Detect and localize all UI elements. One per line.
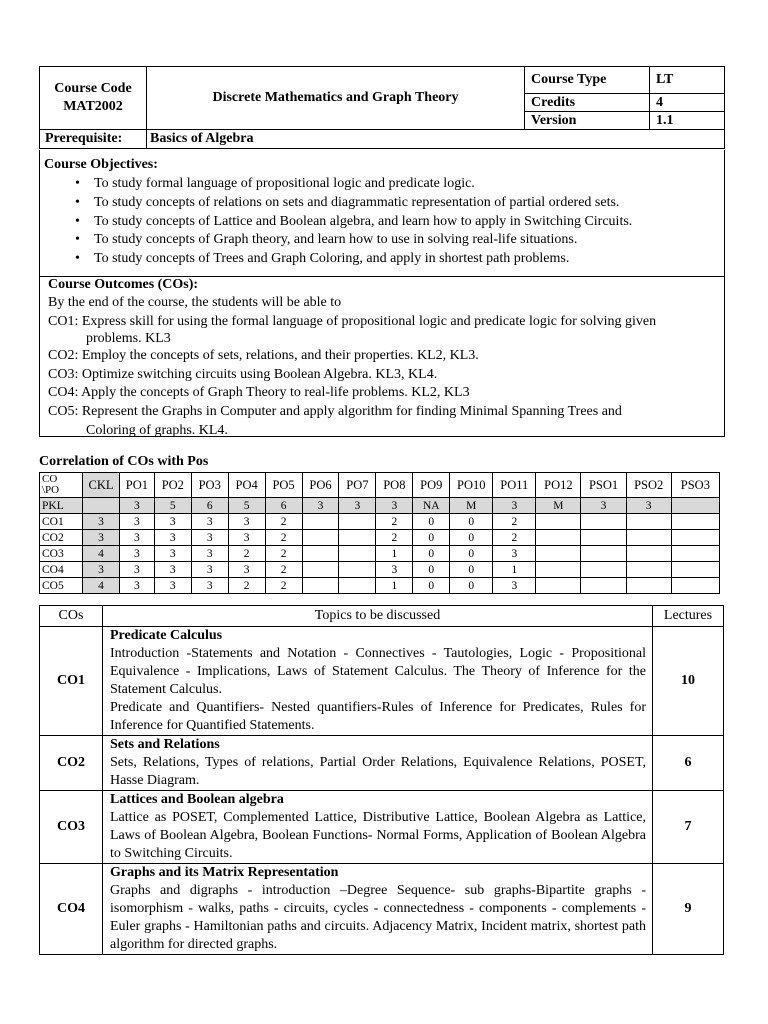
correlation-cell bbox=[581, 530, 626, 546]
correlation-cell: 6 bbox=[265, 498, 302, 514]
correlation-cell: 2 bbox=[265, 578, 302, 594]
column-header: PO10 bbox=[450, 473, 493, 498]
course-title: Discrete Mathematics and Graph Theory bbox=[147, 67, 525, 130]
correlation-cell: 3 bbox=[339, 498, 376, 514]
correlation-cell bbox=[626, 562, 671, 578]
correlation-cell bbox=[671, 498, 719, 514]
correlation-cell: 0 bbox=[413, 514, 450, 530]
row-label: CO1 bbox=[40, 514, 83, 530]
topic-text: Lattice as POSET, Complemented Lattice, Distributive Lattice, Boolean Algebra as Lattice, Laws of Boolean Algebra, Boolean Functions- Normal Forms, Application of Boolean Algebra to Switching Circuits. bbox=[110, 810, 646, 861]
credits-value: 4 bbox=[650, 94, 725, 112]
correlation-cell: 2 bbox=[265, 530, 302, 546]
correlation-cell: 3 bbox=[83, 514, 120, 530]
version-label: Version bbox=[525, 112, 650, 130]
correlation-cell bbox=[671, 546, 719, 562]
prerequisite-value: Basics of Algebra bbox=[147, 130, 725, 149]
column-header: PSO3 bbox=[671, 473, 719, 498]
co-row bbox=[40, 530, 720, 546]
objective-item: • To study concepts of Graph theory, and learn how to use in solving real-life situations. bbox=[94, 231, 632, 250]
correlation-cell: 2 bbox=[265, 514, 302, 530]
course-code-value: MAT2002 bbox=[63, 99, 123, 114]
correlation-cell: 0 bbox=[450, 578, 493, 594]
correlation-cell: 2 bbox=[228, 578, 265, 594]
correlation-cell: 4 bbox=[83, 578, 120, 594]
topic-lectures: 7 bbox=[653, 791, 724, 864]
topic-co: CO1 bbox=[40, 627, 103, 736]
topic-row bbox=[40, 791, 724, 864]
row-label: CO5 bbox=[40, 578, 83, 594]
cos-column-header: COs bbox=[40, 606, 103, 627]
correlation-cell: M bbox=[536, 498, 581, 514]
objectives-title: Course Objectives: bbox=[44, 157, 158, 172]
topic-row bbox=[40, 627, 724, 736]
column-header: PO4 bbox=[228, 473, 265, 498]
topic-co: CO2 bbox=[40, 736, 103, 791]
correlation-cell: 3 bbox=[119, 578, 154, 594]
column-header: PO9 bbox=[413, 473, 450, 498]
outcome-co5: CO5: Represent the Graphs in Computer and apply algorithm for finding Minimal Spanning Trees and bbox=[48, 403, 622, 419]
correlation-cell bbox=[626, 514, 671, 530]
correlation-cell bbox=[536, 562, 581, 578]
correlation-cell: 5 bbox=[154, 498, 191, 514]
course-header-table bbox=[39, 66, 725, 149]
correlation-cell: 5 bbox=[228, 498, 265, 514]
objective-item: • To study concepts of Trees and Graph Coloring, and apply in shortest path problems. bbox=[94, 250, 632, 269]
correlation-cell: 0 bbox=[413, 562, 450, 578]
correlation-cell: 2 bbox=[493, 530, 536, 546]
correlation-cell: 3 bbox=[376, 498, 413, 514]
column-header: PO5 bbox=[265, 473, 302, 498]
correlation-cell bbox=[339, 514, 376, 530]
topic-heading: Lattices and Boolean algebra bbox=[110, 792, 284, 807]
column-header: CKL bbox=[83, 473, 120, 498]
correlation-cell: 3 bbox=[493, 546, 536, 562]
topic-text: Introduction -Statements and Notation - Connectives - Tautologies, Logic - Propositional Equivalence - Implications, Laws of Statement Calculus. The Theory of Inference for the Statement Calculus. bbox=[110, 646, 646, 697]
outcome-co5-continued: Coloring of graphs. KL4. bbox=[86, 422, 228, 438]
correlation-cell bbox=[302, 514, 339, 530]
column-header: PO1 bbox=[119, 473, 154, 498]
correlation-cell bbox=[302, 546, 339, 562]
correlation-title: Correlation of COs with Pos bbox=[39, 454, 209, 469]
topic-co: CO3 bbox=[40, 791, 103, 864]
correlation-cell bbox=[536, 546, 581, 562]
correlation-cell: 3 bbox=[228, 562, 265, 578]
course-outcomes-section bbox=[39, 276, 725, 437]
column-header: PO2 bbox=[154, 473, 191, 498]
outcomes-intro: By the end of the course, the students will be able to bbox=[48, 295, 342, 310]
topic-description bbox=[103, 627, 653, 736]
topics-table bbox=[39, 605, 724, 955]
correlation-cell: 3 bbox=[154, 530, 191, 546]
correlation-cell: NA bbox=[413, 498, 450, 514]
correlation-cell: 3 bbox=[191, 546, 228, 562]
credits-label: Credits bbox=[525, 94, 650, 112]
course-objectives-section bbox=[39, 150, 725, 277]
correlation-cell: 2 bbox=[265, 562, 302, 578]
correlation-cell bbox=[339, 562, 376, 578]
correlation-cell bbox=[536, 578, 581, 594]
correlation-cell bbox=[339, 578, 376, 594]
outcome-co4: CO4: Apply the concepts of Graph Theory to real-life problems. KL2, KL3 bbox=[48, 385, 470, 401]
correlation-cell: 1 bbox=[376, 578, 413, 594]
correlation-cell: 2 bbox=[228, 546, 265, 562]
course-type-label: Course Type bbox=[525, 67, 650, 94]
correlation-cell bbox=[626, 578, 671, 594]
correlation-cell bbox=[339, 530, 376, 546]
objectives-list bbox=[40, 175, 632, 269]
correlation-cell bbox=[626, 546, 671, 562]
correlation-cell: 2 bbox=[376, 514, 413, 530]
outcome-co1-continued: problems. KL3 bbox=[86, 331, 171, 347]
correlation-cell: 3 bbox=[228, 530, 265, 546]
correlation-cell: 3 bbox=[191, 530, 228, 546]
prerequisite-label: Prerequisite: bbox=[40, 130, 147, 149]
correlation-cell: 3 bbox=[191, 562, 228, 578]
correlation-cell bbox=[302, 530, 339, 546]
correlation-cell: 3 bbox=[493, 578, 536, 594]
correlation-cell: 3 bbox=[376, 562, 413, 578]
topic-heading: Sets and Relations bbox=[110, 737, 220, 752]
correlation-cell bbox=[581, 562, 626, 578]
correlation-cell bbox=[536, 530, 581, 546]
objective-item: • To study concepts of Lattice and Boolean algebra, and learn how to apply in Switching Circuits. bbox=[94, 213, 632, 232]
topic-co: CO4 bbox=[40, 864, 103, 955]
column-header: PO6 bbox=[302, 473, 339, 498]
correlation-cell bbox=[536, 514, 581, 530]
topics-column-header: Topics to be discussed bbox=[103, 606, 653, 627]
objective-item: • To study formal language of propositional logic and predicate logic. bbox=[94, 175, 632, 194]
column-header: PSO1 bbox=[581, 473, 626, 498]
correlation-cell bbox=[339, 546, 376, 562]
co-row bbox=[40, 514, 720, 530]
correlation-cell bbox=[581, 514, 626, 530]
correlation-cell: 3 bbox=[302, 498, 339, 514]
course-code-cell bbox=[40, 67, 147, 130]
topic-row bbox=[40, 864, 724, 955]
correlation-cell: M bbox=[450, 498, 493, 514]
row-label: CO3 bbox=[40, 546, 83, 562]
topic-lectures: 9 bbox=[653, 864, 724, 955]
pkl-row bbox=[40, 498, 720, 514]
column-header: PO7 bbox=[339, 473, 376, 498]
column-header: PSO2 bbox=[626, 473, 671, 498]
correlation-cell bbox=[581, 546, 626, 562]
correlation-cell: 3 bbox=[581, 498, 626, 514]
correlation-cell: 3 bbox=[83, 530, 120, 546]
correlation-cell: 1 bbox=[493, 562, 536, 578]
row-label: CO2 bbox=[40, 530, 83, 546]
outcome-co3: CO3: Optimize switching circuits using Boolean Algebra. KL3, KL4. bbox=[48, 366, 438, 382]
column-header: PO12 bbox=[536, 473, 581, 498]
topics-header-row bbox=[40, 606, 724, 627]
co-row bbox=[40, 562, 720, 578]
topic-description bbox=[103, 791, 653, 864]
lectures-column-header: Lectures bbox=[653, 606, 724, 627]
column-header: PO8 bbox=[376, 473, 413, 498]
correlation-cell: 3 bbox=[154, 514, 191, 530]
correlation-cell bbox=[302, 562, 339, 578]
topic-text: Sets, Relations, Types of relations, Partial Order Relations, Equivalence Relations, POSET, Hasse Diagram. bbox=[110, 755, 646, 788]
course-type-value: LT bbox=[650, 67, 725, 94]
correlation-cell: 2 bbox=[493, 514, 536, 530]
topic-lectures: 10 bbox=[653, 627, 724, 736]
correlation-cell: 0 bbox=[450, 514, 493, 530]
correlation-cell: 3 bbox=[493, 498, 536, 514]
correlation-cell: 3 bbox=[191, 578, 228, 594]
co-row bbox=[40, 578, 720, 594]
correlation-cell: 3 bbox=[119, 546, 154, 562]
topic-lectures: 6 bbox=[653, 736, 724, 791]
correlation-cell: 2 bbox=[265, 546, 302, 562]
row-label: PKL bbox=[40, 498, 83, 514]
column-header: PO3 bbox=[191, 473, 228, 498]
correlation-table bbox=[39, 472, 720, 594]
correlation-cell: 3 bbox=[154, 578, 191, 594]
outcomes-title: Course Outcomes (COs): bbox=[48, 277, 199, 292]
correlation-cell: 3 bbox=[119, 530, 154, 546]
correlation-cell: 2 bbox=[376, 530, 413, 546]
course-code-label: Course Code bbox=[54, 81, 132, 96]
correlation-cell: 3 bbox=[154, 562, 191, 578]
co-po-corner-cell bbox=[40, 473, 83, 498]
correlation-cell bbox=[581, 578, 626, 594]
correlation-cell: 0 bbox=[450, 546, 493, 562]
correlation-cell: 0 bbox=[450, 562, 493, 578]
correlation-cell: 3 bbox=[191, 514, 228, 530]
correlation-cell: 3 bbox=[83, 562, 120, 578]
topic-description bbox=[103, 736, 653, 791]
corner-top-label: CO bbox=[42, 473, 58, 485]
correlation-cell bbox=[302, 578, 339, 594]
correlation-cell: 3 bbox=[119, 498, 154, 514]
correlation-cell: 0 bbox=[413, 530, 450, 546]
column-header: PO11 bbox=[493, 473, 536, 498]
correlation-header-row bbox=[40, 473, 720, 498]
correlation-cell bbox=[671, 514, 719, 530]
version-value: 1.1 bbox=[650, 112, 725, 130]
correlation-cell: 3 bbox=[119, 562, 154, 578]
objective-item: • To study concepts of relations on sets and diagrammatic representation of partial ordered sets. bbox=[94, 194, 632, 213]
outcome-co1: CO1: Express skill for using the formal language of propositional logic and predicate logic for solving given bbox=[48, 313, 657, 329]
correlation-cell bbox=[671, 578, 719, 594]
correlation-cell: 0 bbox=[450, 530, 493, 546]
topic-heading: Graphs and its Matrix Representation bbox=[110, 865, 339, 880]
correlation-cell bbox=[626, 530, 671, 546]
outcome-co2: CO2: Employ the concepts of sets, relations, and their properties. KL2, KL3. bbox=[48, 348, 479, 364]
correlation-cell bbox=[83, 498, 120, 514]
co-row bbox=[40, 546, 720, 562]
topic-text: Graphs and digraphs - introduction –Degree Sequence- sub graphs-Bipartite graphs - isomorphism - walks, paths - circuits, cycles - connectedness - components - complements - Euler graphs - Hamiltonian paths and circuits. Adjacency Matrix, Incident matrix, shortest path algorithm for directed graphs. bbox=[110, 883, 646, 952]
correlation-cell bbox=[671, 562, 719, 578]
row-label: CO4 bbox=[40, 562, 83, 578]
correlation-cell: 0 bbox=[413, 546, 450, 562]
correlation-cell: 0 bbox=[413, 578, 450, 594]
correlation-cell: 3 bbox=[228, 514, 265, 530]
correlation-cell bbox=[671, 530, 719, 546]
correlation-cell: 4 bbox=[83, 546, 120, 562]
topic-heading: Predicate Calculus bbox=[110, 628, 223, 643]
topic-description bbox=[103, 864, 653, 955]
correlation-cell: 6 bbox=[191, 498, 228, 514]
correlation-cell: 3 bbox=[119, 514, 154, 530]
correlation-cell: 3 bbox=[154, 546, 191, 562]
correlation-cell: 3 bbox=[626, 498, 671, 514]
topic-row bbox=[40, 736, 724, 791]
corner-bottom-label: \PO bbox=[42, 484, 60, 496]
topic-text: Predicate and Quantifiers- Nested quantifiers-Rules of Inference for Predicates, Rules for Inference for Quantified Statements. bbox=[110, 700, 646, 733]
correlation-cell: 1 bbox=[376, 546, 413, 562]
